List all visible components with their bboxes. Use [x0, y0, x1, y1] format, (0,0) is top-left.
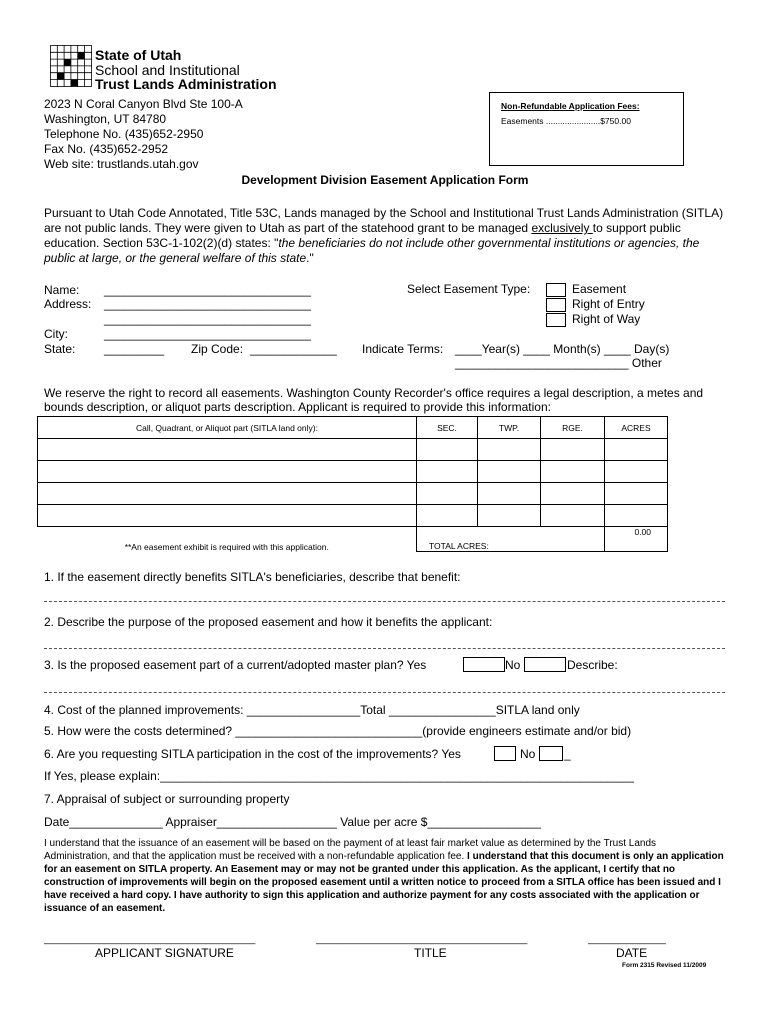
- table-cell[interactable]: [478, 483, 541, 505]
- table-total-row: [38, 527, 668, 552]
- address-street: 2023 N Coral Canyon Blvd Ste 100-A: [44, 97, 243, 111]
- city-label: City:: [44, 327, 68, 341]
- date-label: DATE: [616, 946, 648, 960]
- table-cell[interactable]: [38, 505, 417, 527]
- exhibit-note: **An easement exhibit is required with this application.: [124, 541, 329, 552]
- participation-yes-checkbox[interactable]: [494, 746, 516, 761]
- intro-text-3: .": [306, 251, 314, 265]
- header-call: Call, Quadrant, or Aliquot part (SITLA land only):: [38, 417, 417, 439]
- question-3: 3. Is the proposed easement part of a current/adopted master plan? Yes: [44, 658, 427, 672]
- form-number: Form 2315 Revised 11/2009: [622, 962, 707, 969]
- participation-no-checkbox[interactable]: [539, 746, 563, 761]
- signature-line-title[interactable]: ______________________________________: [316, 934, 528, 945]
- name-label: Name:: [44, 283, 80, 297]
- applicant-signature-label: APPLICANT SIGNATURE: [95, 946, 234, 960]
- table-header-row: [38, 417, 668, 439]
- easement-checkbox[interactable]: [546, 283, 566, 297]
- legal-bold: I understand that this document is only an application for an easement on SITLA property. An Easement may or may not be granted under this application. As the applicant, I certify that no construction of improvements will begin on the proposed easement until a written notice to proceed from a SITLA office has been issued and I have received a hard copy. I have authority to sign this application and authorize payment for any costs associated with the application or issuance of an easement.: [44, 851, 724, 914]
- question-4[interactable]: 4. Cost of the planned improvements: _________________Total ________________SITLA land only: [44, 703, 580, 717]
- question-2: 2. Describe the purpose of the proposed easement and how it benefits the applicant:: [44, 615, 493, 629]
- zip-field[interactable]: _____________: [250, 342, 337, 356]
- table-cell[interactable]: [541, 461, 605, 483]
- intro-paragraph: [44, 206, 724, 266]
- table-cell[interactable]: [605, 461, 668, 483]
- master-plan-no-checkbox[interactable]: [524, 657, 566, 672]
- signature-line-applicant[interactable]: ______________________________________: [44, 934, 256, 945]
- table-cell[interactable]: [417, 461, 478, 483]
- address-city: Washington, UT 84780: [44, 112, 167, 126]
- header-rge: RGE.: [541, 417, 605, 439]
- appraisal-fields[interactable]: Date______________ Appraiser__________________ Value per acre $_________________: [44, 815, 541, 829]
- total-acres-text: TOTAL ACRES:: [429, 541, 489, 551]
- table-cell[interactable]: [541, 483, 605, 505]
- right-of-entry-checkbox[interactable]: [546, 298, 566, 312]
- table-row: [38, 461, 668, 483]
- question-6-no: No: [520, 747, 536, 761]
- address-fax: Fax No. (435)652-2952: [44, 142, 169, 156]
- table-cell[interactable]: [38, 461, 417, 483]
- table-cell[interactable]: [605, 505, 668, 527]
- table-cell[interactable]: [38, 483, 417, 505]
- explain-field[interactable]: If Yes, please explain:_______________________________________________________________________: [44, 769, 634, 783]
- fee-box: [489, 92, 684, 166]
- easement-option-right-of-entry: Right of Entry: [572, 297, 645, 311]
- master-plan-yes-checkbox[interactable]: [463, 657, 505, 672]
- right-of-way-checkbox[interactable]: [546, 313, 566, 327]
- intro-underlined: exclusively: [531, 221, 593, 235]
- legal-normal: I understand that the issuance of an easement will be based on the payment of at least fair market value as determined by the Trust Lands Administration, and that the application must be received with a non-refundable application fee.: [44, 838, 657, 862]
- question-6-tail: _: [564, 747, 571, 761]
- total-acres-value: 0.00: [605, 527, 668, 552]
- total-acres-label: [417, 527, 605, 552]
- answer-line-2[interactable]: [44, 648, 725, 649]
- address-field-2[interactable]: _______________________________: [104, 312, 311, 326]
- intro-quote: the beneficiaries do not include other governmental institutions or agencies, the public at large, or the general welfare of this state: [44, 236, 700, 265]
- table-cell[interactable]: [417, 439, 478, 461]
- legal-paragraph: [44, 837, 724, 915]
- terms-field[interactable]: ____Year(s) ____ Month(s) ____ Day(s): [455, 342, 670, 356]
- question-1: 1. If the easement directly benefits SITLA's beneficiaries, describe that benefit:: [44, 570, 461, 584]
- logo-line-2: School and Institutional: [95, 62, 240, 78]
- table-cell[interactable]: [541, 439, 605, 461]
- zip-label: Zip Code:: [191, 342, 244, 356]
- table-cell[interactable]: [417, 483, 478, 505]
- easement-option-right-of-way: Right of Way: [572, 312, 641, 326]
- header-acres: ACRES: [605, 417, 668, 439]
- address-phone: Telephone No. (435)652-2950: [44, 127, 204, 141]
- intro-text-2: to support public education. Section 53C-1-102(2)(d) states: ": [44, 221, 681, 250]
- table-cell[interactable]: [417, 505, 478, 527]
- question-6: 6. Are you requesting SITLA participation in the cost of the improvements? Yes: [44, 747, 461, 761]
- answer-line-3[interactable]: [44, 692, 725, 693]
- answer-line-1[interactable]: [44, 601, 725, 602]
- fee-title: Non-Refundable Application Fees:: [501, 101, 640, 111]
- state-label: State:: [44, 342, 76, 356]
- table-row: [38, 483, 668, 505]
- state-field[interactable]: _________: [104, 342, 165, 356]
- table-row: [38, 439, 668, 461]
- intro-text-1: Pursuant to Utah Code Annotated, Title 53C, Lands managed by the School and Institutional Trust Lands Administration (SITLA) are not public lands. They were given to Utah as part of the statehood grant to be managed: [44, 206, 724, 235]
- signature-line-date[interactable]: ______________: [588, 934, 666, 945]
- fee-line: Easements .......................$750.00: [501, 116, 631, 126]
- logo-line-1: State of Utah: [95, 47, 182, 63]
- title-label: TITLE: [414, 946, 447, 960]
- table-cell[interactable]: [605, 483, 668, 505]
- logo-line-3: Trust Lands Administration: [95, 76, 277, 92]
- logo-grid-icon: [50, 45, 92, 87]
- table-cell[interactable]: [478, 439, 541, 461]
- address-web: Web site: trustlands.utah.gov: [44, 157, 199, 171]
- table-cell[interactable]: [478, 461, 541, 483]
- table-cell[interactable]: [541, 505, 605, 527]
- address-label: Address:: [44, 297, 92, 311]
- city-field[interactable]: _______________________________: [104, 327, 311, 341]
- terms-label: Indicate Terms:: [362, 342, 444, 356]
- record-note: We reserve the right to record all easements. Washington County Recorder's office requires a legal description, a metes and bounds description, or aliquot parts description. Applicant is required to provide this information:: [44, 386, 704, 414]
- table-cell[interactable]: [478, 505, 541, 527]
- question-5[interactable]: 5. How were the costs determined? ____________________________(provide engineers estimate and/or bid): [44, 724, 632, 738]
- name-field[interactable]: _______________________________: [104, 283, 311, 297]
- header-sec: SEC.: [417, 417, 478, 439]
- question-3-no: No: [505, 658, 521, 672]
- table-row: [38, 505, 668, 527]
- terms-other[interactable]: __________________________ Other: [455, 356, 662, 370]
- easement-option-easement: Easement: [572, 282, 627, 296]
- table-cell[interactable]: [605, 439, 668, 461]
- question-3-describe: Describe:: [567, 658, 618, 672]
- easement-type-label: Select Easement Type:: [407, 282, 531, 296]
- question-7: 7. Appraisal of subject or surrounding property: [44, 792, 290, 806]
- table-cell[interactable]: [38, 439, 417, 461]
- form-title: Development Division Easement Application Form: [241, 173, 529, 187]
- address-field-1[interactable]: _______________________________: [104, 297, 311, 311]
- header-twp: TWP.: [478, 417, 541, 439]
- legal-description-table: [37, 416, 668, 552]
